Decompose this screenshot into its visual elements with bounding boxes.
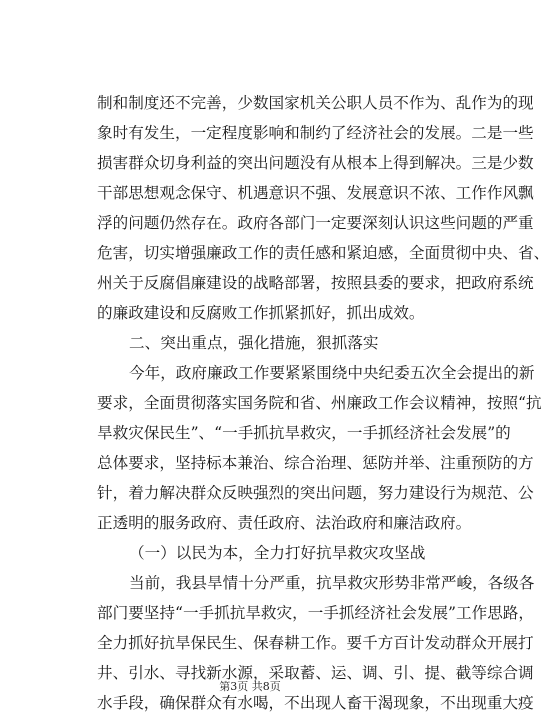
text-line: 水手段，确保群众有水喝，不出现人畜干渴现象，不出现重大疫 [97, 694, 534, 712]
text-line: 总体要求，坚持标本兼治、综合治理、惩防并举、注重预防的方 [97, 454, 534, 472]
text-line: 危害，切实增强廉政工作的责任感和紧迫感，全面贯彻中央、省、 [97, 244, 549, 262]
text-line: 旱救灾保民生”、“一手抓抗旱救灾，一手抓经济社会发展”的 [97, 424, 511, 442]
text-line: 井、引水、寻找新水源，采取蓄、运、调、引、提、截等综合调 [97, 664, 534, 682]
text-line: 州关于反腐倡廉建设的战略部署，按照县委的要求，把政府系统 [97, 274, 534, 292]
text-line: 针，着力解决群众反映强烈的突出问题，努力建设行为规范、公 [97, 484, 534, 502]
section-heading: 二、突出重点，强化措施，狠抓落实 [129, 334, 379, 352]
subsection-heading: （一）以民为本，全力打好抗旱救灾攻坚战 [129, 544, 426, 562]
text-line: 部门要坚持“一手抓抗旱救灾，一手抓经济社会发展”工作思路， [97, 604, 534, 622]
text-line: 全力抓好抗旱保民生、保春耕工作。要千方百计发动群众开展打 [97, 634, 534, 652]
text-line: 象时有发生，一定程度影响和制约了经济社会的发展。二是一些 [97, 124, 534, 142]
text-line: 浮的问题仍然存在。政府各部门一定要深刻认识这些问题的严重 [97, 214, 534, 232]
document-body [97, 88, 549, 718]
text-line: 要求，全面贯彻落实国务院和省、州廉政工作会议精神，按照“抗 [97, 394, 542, 412]
page-number-footer: 第3页 共8页 [219, 680, 281, 693]
text-line: 损害群众切身利益的突出问题没有从根本上得到解决。三是少数 [97, 154, 534, 172]
text-line: 干部思想观念保守、机遇意识不强、发展意识不浓、工作作风飘 [97, 184, 534, 202]
text-line: 正透明的服务政府、责任政府、法治政府和廉洁政府。 [97, 514, 472, 532]
text-line: 今年，政府廉政工作要紧紧围绕中央纪委五次全会提出的新 [129, 364, 535, 382]
text-line: 当前，我县旱情十分严重，抗旱救灾形势非常严峻，各级各 [129, 574, 535, 592]
text-line: 的廉政建设和反腐败工作抓紧抓好，抓出成效。 [97, 304, 425, 322]
text-line: 制和制度还不完善，少数国家机关公职人员不作为、乱作为的现 [97, 94, 534, 112]
